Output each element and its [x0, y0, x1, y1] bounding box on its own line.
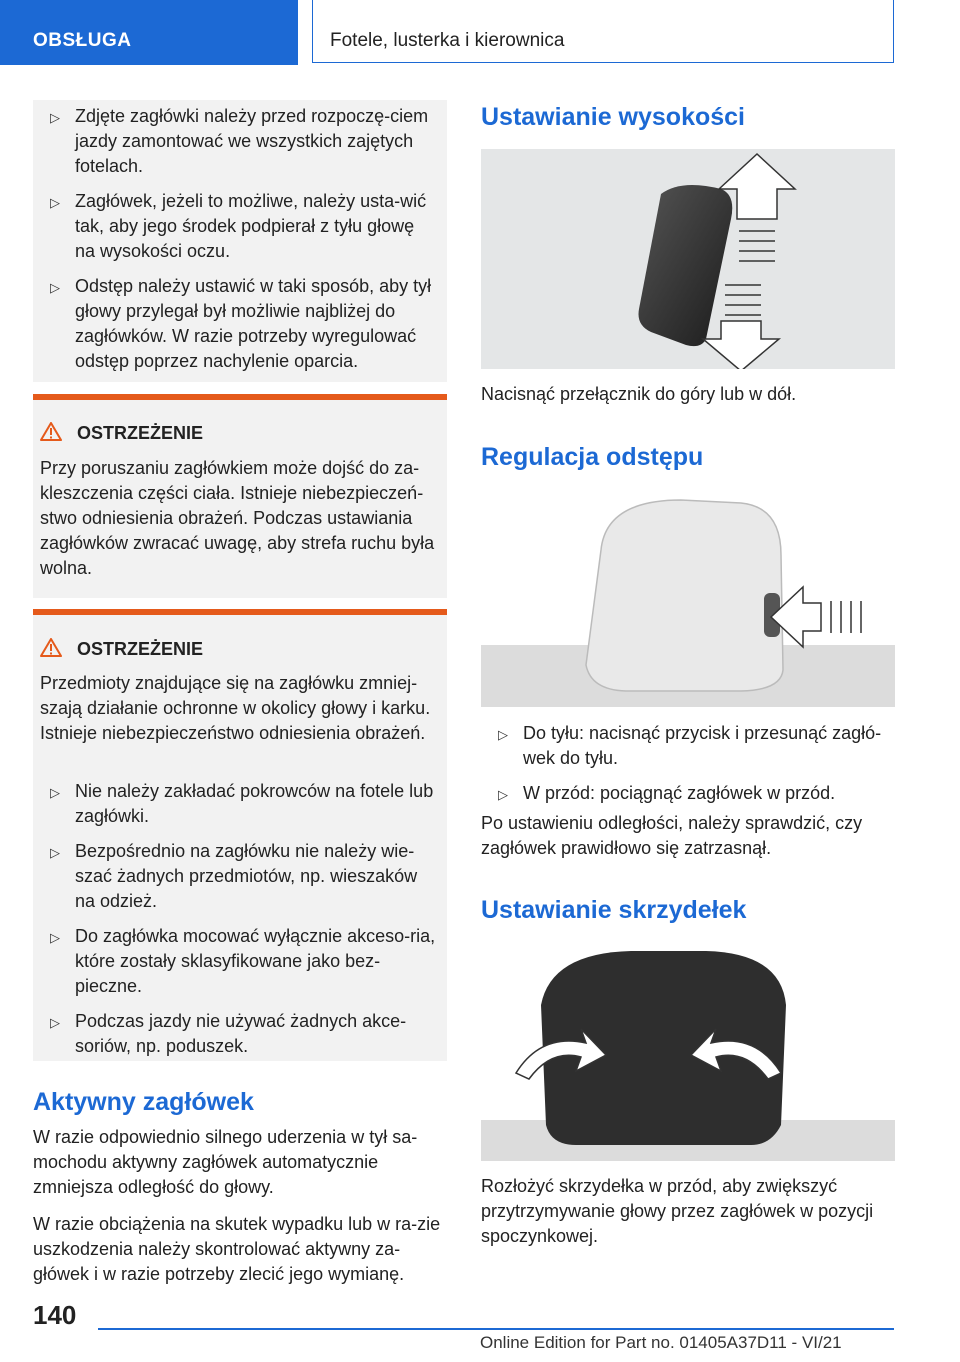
bullet-triangle-icon: ▷ [50, 845, 60, 860]
headrest-tips-box [33, 100, 447, 382]
warning-text-2: Przedmioty znajdujące się na zagłówku zmniej-szają działanie ochronne w okolicy głowy i karku. Istnieje niebezpieczeństwo odniesienia obrażeń. [40, 673, 431, 743]
list-item: ▷ Do tyłu: nacisnąć przycisk i przesunąć zagłó-wek do tyłu. [498, 723, 882, 768]
paragraph: W razie odpowiednio silnego uderzenia w tył sa-mochodu aktywny zagłówek automatycznie zmniejsza odległość do głowy. [33, 1127, 418, 1197]
wings-figure [481, 945, 895, 1161]
distance-button-figure [481, 495, 895, 707]
section-heading: Ustawianie skrzydełek [481, 896, 747, 924]
warning-triangle-icon [40, 638, 62, 657]
header-section-tab [0, 0, 298, 65]
warning-title: OSTRZEŻENIE [40, 638, 203, 660]
list-item: ▷ W przód: pociągnąć zagłówek w przód. [481, 781, 895, 806]
bullet-triangle-icon: ▷ [50, 280, 60, 295]
footer-edition: Online Edition for Part no. 01405A37D11 - VI/21 [480, 1333, 842, 1352]
bullet-triangle-icon: ▷ [498, 787, 508, 802]
bullet-triangle-icon: ▷ [50, 930, 60, 945]
warning-triangle-icon [40, 422, 62, 441]
paragraph: W razie obciążenia na skutek wypadku lub w ra-zie uszkodzenia należy skontrolować aktywny za-główek i w razie potrzeby zlecić jego wymianę. [33, 1214, 441, 1284]
header-section-label: OBSŁUGA [33, 30, 132, 51]
list-item: ▷ Do zagłówka mocować wyłącznie akceso-ria, które zostały sklasyfikowane jako bez-pieczne. [50, 926, 436, 996]
list-item: ▷ Zdjęte zagłówki należy przed rozpoczę-ciem jazdy zamontować we wszystkich zajętych fotelach. [50, 106, 429, 176]
list-item: ▷ Podczas jazdy nie używać żadnych akce-soriów, np. poduszek. [50, 1011, 407, 1056]
bullet-triangle-icon: ▷ [50, 785, 60, 800]
section-heading: Regulacja odstępu [481, 443, 704, 471]
page-number: 140 [33, 1300, 77, 1330]
list-item: ▷ Bezpośrednio na zagłówku nie należy wie-szać żadnych przedmiotów, np. wieszaków na odzież. [50, 841, 418, 911]
header-title: Fotele, lusterka i kierownica [330, 30, 565, 51]
bullet-triangle-icon: ▷ [50, 195, 60, 210]
footer-divider [98, 1328, 894, 1330]
section-heading: Aktywny zagłówek [33, 1088, 254, 1116]
header-title-box [312, 0, 894, 63]
figure-caption: Rozłożyć skrzydełka w przód, aby zwiększyć przytrzymywanie głowy przez zagłówek w pozycji spoczynkowej. [481, 1176, 874, 1246]
figure-caption: Nacisnąć przełącznik do góry lub w dół. [481, 384, 797, 404]
bullet-triangle-icon: ▷ [50, 1015, 60, 1030]
bullet-triangle-icon: ▷ [50, 110, 60, 125]
list-item: ▷ Odstęp należy ustawić w taki sposób, aby tył głowy przylegał był możliwie najbliżej do zagłówków. W razie potrzeby wyregulować odstęp poprzez nachylenie oparcia. [50, 276, 432, 371]
bullet-triangle-icon: ▷ [498, 727, 508, 742]
list-item: ▷ Zagłówek, jeżeli to możliwe, należy usta-wić tak, aby jego środek podpierał z tyłu głowę na wysokości oczu. [50, 191, 427, 261]
section-heading: Ustawianie wysokości [481, 103, 746, 131]
paragraph: Po ustawieniu odległości, należy sprawdzić, czy zagłówek prawidłowo się zatrzasnął. [481, 813, 863, 858]
height-switch-figure [481, 149, 895, 369]
warning-title: OSTRZEŻENIE [40, 422, 203, 444]
list-item: ▷ Nie należy zakładać pokrowców na fotele lub zagłówki. [50, 781, 434, 826]
warning-text-1: Przy poruszaniu zagłówkiem może dojść do za-kleszczenia części ciała. Istnieje niebezpieczeń-stwo odniesienia obrażeń. Podczas ustawiania zagłówków zwracać uwagę, aby strefa ruchu była wolna. [40, 458, 435, 578]
